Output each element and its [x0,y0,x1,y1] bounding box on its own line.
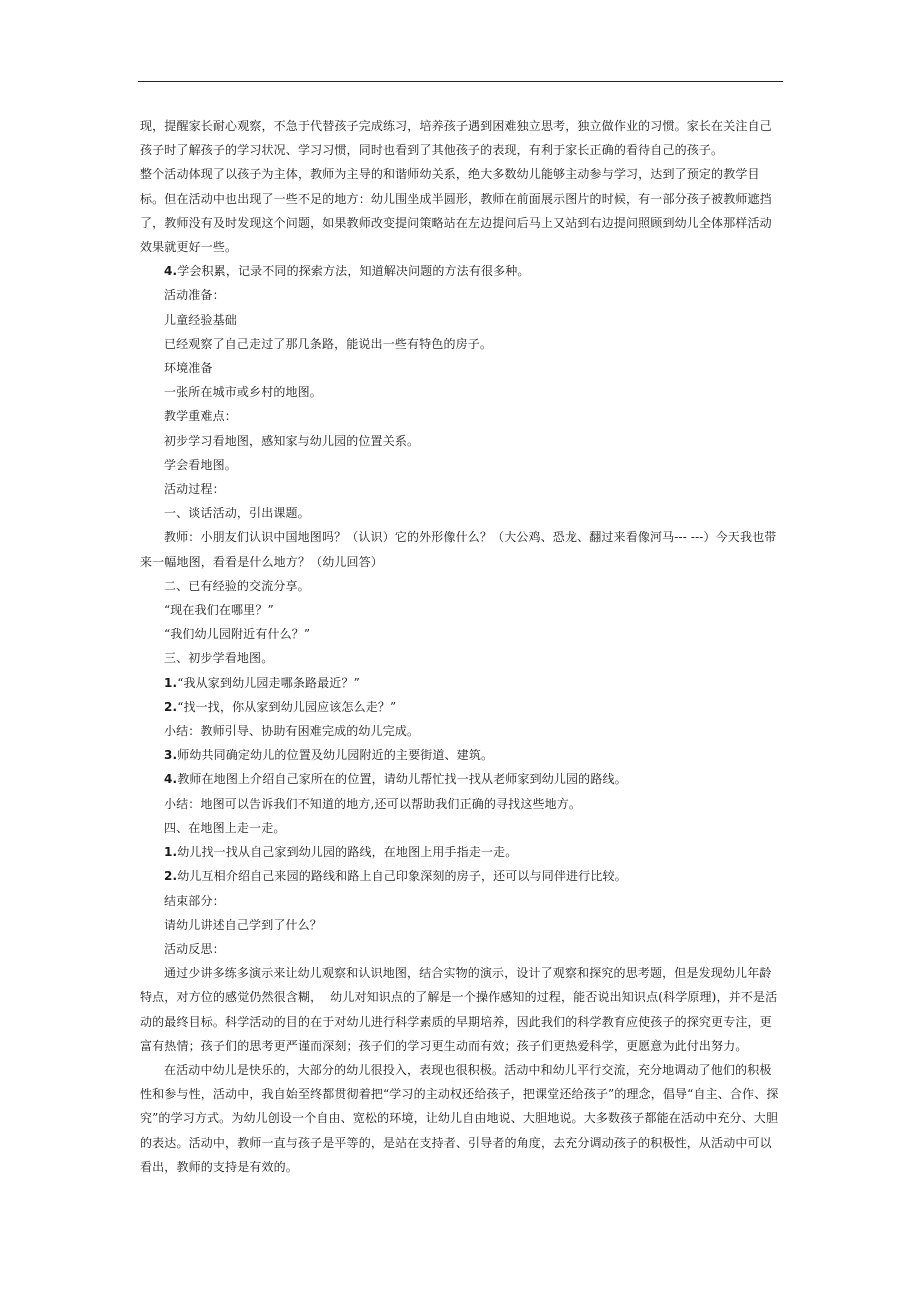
reflection-paragraph-2: 在活动中幼儿是快乐的，大部分的幼儿很投入，表现也很积极。活动中和幼儿平行交流，充分地调动了他们的积极性和参与性，活动中，我自始至终都贯彻着把“学习的主动权还给孩子，把课堂还给孩子”的理念，倡导“自主、合作、探究”的学习方式。为幼儿创设一个自由、宽松的环境，让幼儿自由地说、大胆地说。大多数孩子都能在活动中充分、大胆的表达。活动中，教师一直与孩子是平等的，是站在支持者、引导者的角度，去充分调动孩子的积极性，从活动中可以看出，教师的支持是有效的。 [140,1062,779,1174]
prep-experience-title: 儿童经验基础 [164,312,237,327]
step-3-item-2-text: “找一找，你从家到幼儿园应该怎么走？” [177,699,397,714]
step-3-item-4-number: 4. [164,772,178,787]
header-rule [138,81,783,82]
step-1-text: 教师：小朋友们认识中国地图吗？（认识）它的外形像什么？（大公鸡、恐龙、翻过来看像河马--- ---）今天我也带来一幅地图，看看是什么地方？（幼儿回答） [140,530,777,569]
step-4-item-2-number: 2. [164,869,178,884]
step-4-item-1-number: 1. [164,845,178,860]
step-3-item-1-number: 1. [164,675,178,690]
step-3-item-3-text: 师幼共同确定幼儿的位置及幼儿园附近的主要街道、建筑。 [177,748,494,763]
key-point-2: 学会看地图。 [164,457,237,472]
prep-title: 活动准备： [164,288,225,303]
reflection-paragraph-1: 通过少讲多练多演示来让幼儿观察和认识地图，结合实物的演示，设计了观察和探究的思考题，但是发现幼儿年龄特点，对方位的感觉仍然很含糊， 幼儿对知识点的了解是一个操作感知的过程，能否说出知识点(科学原理)，并不是活动的最终目标。科学活动的目的在于对幼儿进行科学素质的早期培养，因此我们的科学教育应使孩子的探究更专注，更富有热情；孩子们的思考更严谨而深刻；孩子们的学习更生动而有效；孩子们更热爱科学，更愿意为此付出努力。 [140,966,778,1053]
step-2-question-2: “我们幼儿园附近有什么？” [164,627,311,642]
step-3-item-1 [140,671,782,695]
step-2-title: 二、已有经验的交流分享。 [164,578,310,593]
goal-4 [140,259,782,283]
step-4-item-2 [140,864,782,888]
step-4-item-1 [140,840,782,864]
step-3-title: 三、初步学看地图。 [164,651,274,666]
step-3-item-3-number: 3. [164,748,178,763]
step-3-item-2 [140,695,782,719]
end-text: 请幼儿讲述自己学到了什么？ [164,917,322,932]
step-3-summary-2: 小结：地图可以告诉我们不知道的地方,还可以帮助我们正确的寻找这些地方。 [164,796,582,811]
prep-environment-title: 环境准备 [164,361,213,376]
document-body [140,114,782,1179]
prep-environment-text: 一张所在城市或乡村的地图。 [164,385,322,400]
step-4-item-2-text: 幼儿互相介绍自己来园的路线和路上自己印象深刻的房子，还可以与同伴进行比较。 [177,869,627,884]
process-title: 活动过程： [164,482,225,497]
step-3-item-2-number: 2. [164,699,178,714]
paragraph-parent-observation: 现，提醒家长耐心观察，不急于代替孩子完成练习，培养孩子遇到困难独立思考，独立做作业的习惯。家长在关注自己孩子时了解孩子的学习状况、学习习惯，同时也看到了其他孩子的表现，有利于家长正确的看待自己的孩子。 [140,119,772,158]
paragraph-activity-summary: 整个活动体现了以孩子为主体，教师为主导的和谐师幼关系，绝大多数幼儿能够主动参与学习，达到了预定的教学目标。但在活动中也出现了一些不足的地方：幼儿围坐成半圆形，教师在前面展示图片的时候，有一部分孩子被教师遮挡了，教师没有及时发现这个问题，如果教师改变提问策略站在左边提问后马上又站到右边提问照顾到幼儿全体那样活动效果就更好一些。 [140,167,772,255]
prep-experience-text: 已经观察了自己走过了那几条路，能说出一些有特色的房子。 [164,336,493,351]
step-3-item-1-text: “我从家到幼儿园走哪条路最近？” [177,675,360,690]
step-2-question-1: “现在我们在哪里？” [164,603,274,618]
end-title: 结束部分： [164,893,225,908]
key-points-title: 教学重难点： [164,409,237,424]
step-4-item-1-text: 幼儿找一找从自己家到幼儿园的路线，在地图上用手指走一走。 [177,845,518,860]
key-point-1: 初步学习看地图，感知家与幼儿园的位置关系。 [164,433,420,448]
step-3-summary-1: 小结：教师引导、协助有困难完成的幼儿完成。 [164,724,420,739]
step-1-title: 一、谈话活动，引出课题。 [164,506,310,521]
step-4-title: 四、在地图上走一走。 [164,820,286,835]
goal-4-text: 学会积累，记录不同的探索方法，知道解决问题的方法有很多种。 [177,264,530,279]
step-3-item-4-text: 教师在地图上介绍自己家所在的位置，请幼儿帮忙找一找从老师家到幼儿园的路线。 [177,772,627,787]
step-3-item-4 [140,767,782,791]
reflection-title: 活动反思： [164,941,225,956]
step-3-item-3 [140,743,782,767]
goal-4-number: 4. [164,264,178,279]
